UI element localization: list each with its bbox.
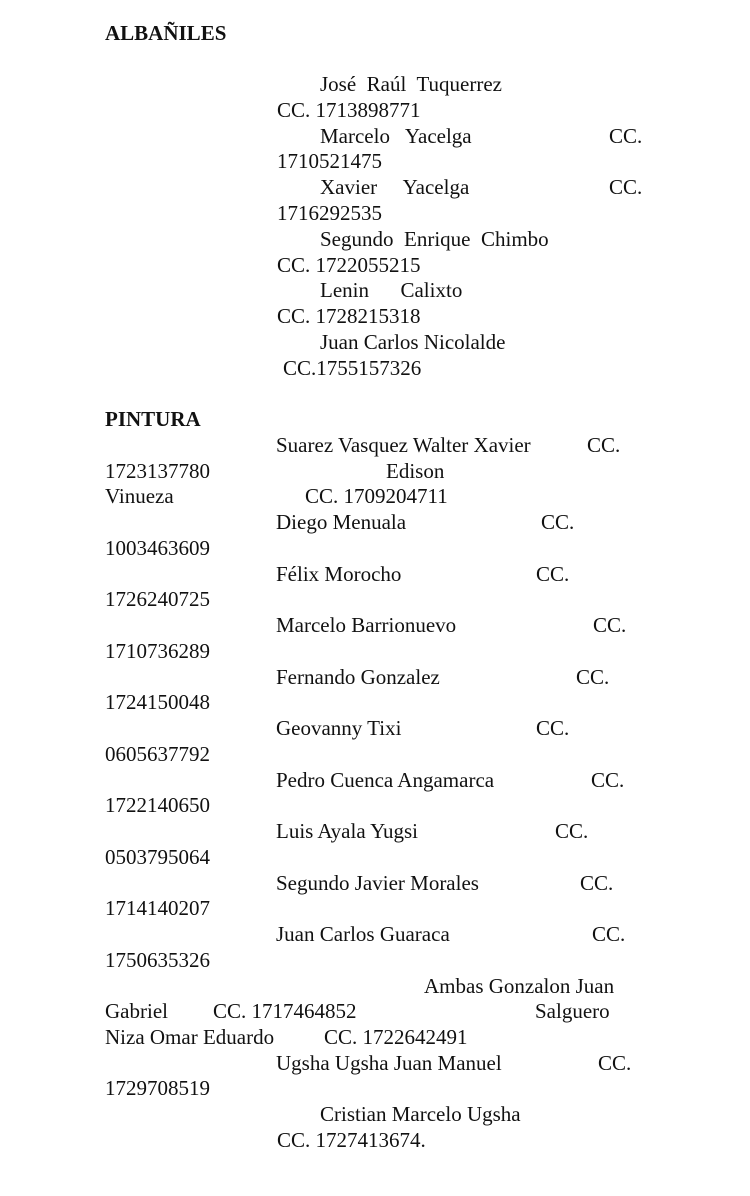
worker-name: Segundo Enrique Chimbo xyxy=(320,227,549,251)
worker-name: Luis Ayala Yugsi xyxy=(276,819,418,843)
worker-name: Félix Morocho xyxy=(276,562,402,586)
worker-name: José Raúl Tuquerrez xyxy=(320,72,502,96)
worker-id: CC. 1709204711 xyxy=(305,484,448,508)
worker-id-prefix: CC. xyxy=(536,562,570,586)
worker-id-number: 0605637792 xyxy=(105,742,210,766)
worker-name: Juan Carlos Nicolalde xyxy=(320,330,506,354)
worker-id-prefix: CC. xyxy=(536,716,570,740)
worker-id-prefix: CC. xyxy=(598,1051,632,1075)
worker-name: Diego Menuala xyxy=(276,510,407,534)
worker-name: Pedro Cuenca Angamarca xyxy=(276,768,495,792)
worker-id-prefix: CC. xyxy=(587,433,621,457)
worker-id-number: 1003463609 xyxy=(105,536,210,560)
worker-name: Niza Omar Eduardo xyxy=(105,1025,275,1049)
worker-name: Geovanny Tixi xyxy=(276,716,402,740)
worker-id: CC. 1728215318 xyxy=(277,304,421,328)
worker-name: Ugsha Ugsha Juan Manuel xyxy=(276,1051,502,1075)
worker-id: CC. 1717464852 xyxy=(213,999,357,1023)
worker-id-prefix: CC. xyxy=(592,922,626,946)
worker-id-number: 1714140207 xyxy=(105,896,210,920)
section-heading-albaniles: ALBAÑILES xyxy=(105,21,227,45)
worker-name: Segundo Javier Morales xyxy=(276,871,479,895)
worker-name: Fernando Gonzalez xyxy=(276,665,440,689)
worker-name: Juan Carlos Guaraca xyxy=(276,922,450,946)
worker-id-number: 1723137780 xyxy=(105,459,210,483)
worker-id: CC.1755157326 xyxy=(283,356,422,380)
worker-name: Cristian Marcelo Ugsha xyxy=(320,1102,521,1126)
worker-name: Suarez Vasquez Walter Xavier xyxy=(276,433,531,457)
section-heading-pintura: PINTURA xyxy=(105,407,201,431)
worker-id-number: 1722140650 xyxy=(105,793,210,817)
worker-id: CC. 1727413674. xyxy=(277,1128,426,1152)
worker-id-number: 1710736289 xyxy=(105,639,210,663)
worker-id-prefix: CC. xyxy=(609,175,643,199)
worker-id: CC. 1722055215 xyxy=(277,253,421,277)
worker-id-prefix: CC. xyxy=(593,613,627,637)
worker-name: Edison xyxy=(386,459,445,483)
worker-name: Gabriel xyxy=(105,999,168,1023)
worker-id-number: 1726240725 xyxy=(105,587,210,611)
worker-name: Salguero xyxy=(535,999,610,1023)
worker-id-prefix: CC. xyxy=(609,124,643,148)
worker-name: Marcelo Barrionuevo xyxy=(276,613,457,637)
worker-id-prefix: CC. xyxy=(580,871,614,895)
worker-id-prefix: CC. xyxy=(576,665,610,689)
worker-name: Lenin Calixto xyxy=(320,278,463,302)
worker-id-number: 1710521475 xyxy=(277,149,382,173)
worker-name: Vinueza xyxy=(105,484,174,508)
worker-id-prefix: CC. xyxy=(555,819,589,843)
worker-id-number: 1724150048 xyxy=(105,690,210,714)
worker-id-number: 1729708519 xyxy=(105,1076,210,1100)
worker-name: Xavier Yacelga xyxy=(320,175,470,199)
worker-id-prefix: CC. xyxy=(591,768,625,792)
worker-id-number: 1716292535 xyxy=(277,201,382,225)
worker-id-number: 1750635326 xyxy=(105,948,210,972)
worker-id: CC. 1713898771 xyxy=(277,98,421,122)
worker-id: CC. 1722642491 xyxy=(324,1025,468,1049)
worker-id-number: 0503795064 xyxy=(105,845,210,869)
worker-name: Ambas Gonzalon Juan xyxy=(424,974,615,998)
worker-name: Marcelo Yacelga xyxy=(320,124,472,148)
worker-id-prefix: CC. xyxy=(541,510,575,534)
